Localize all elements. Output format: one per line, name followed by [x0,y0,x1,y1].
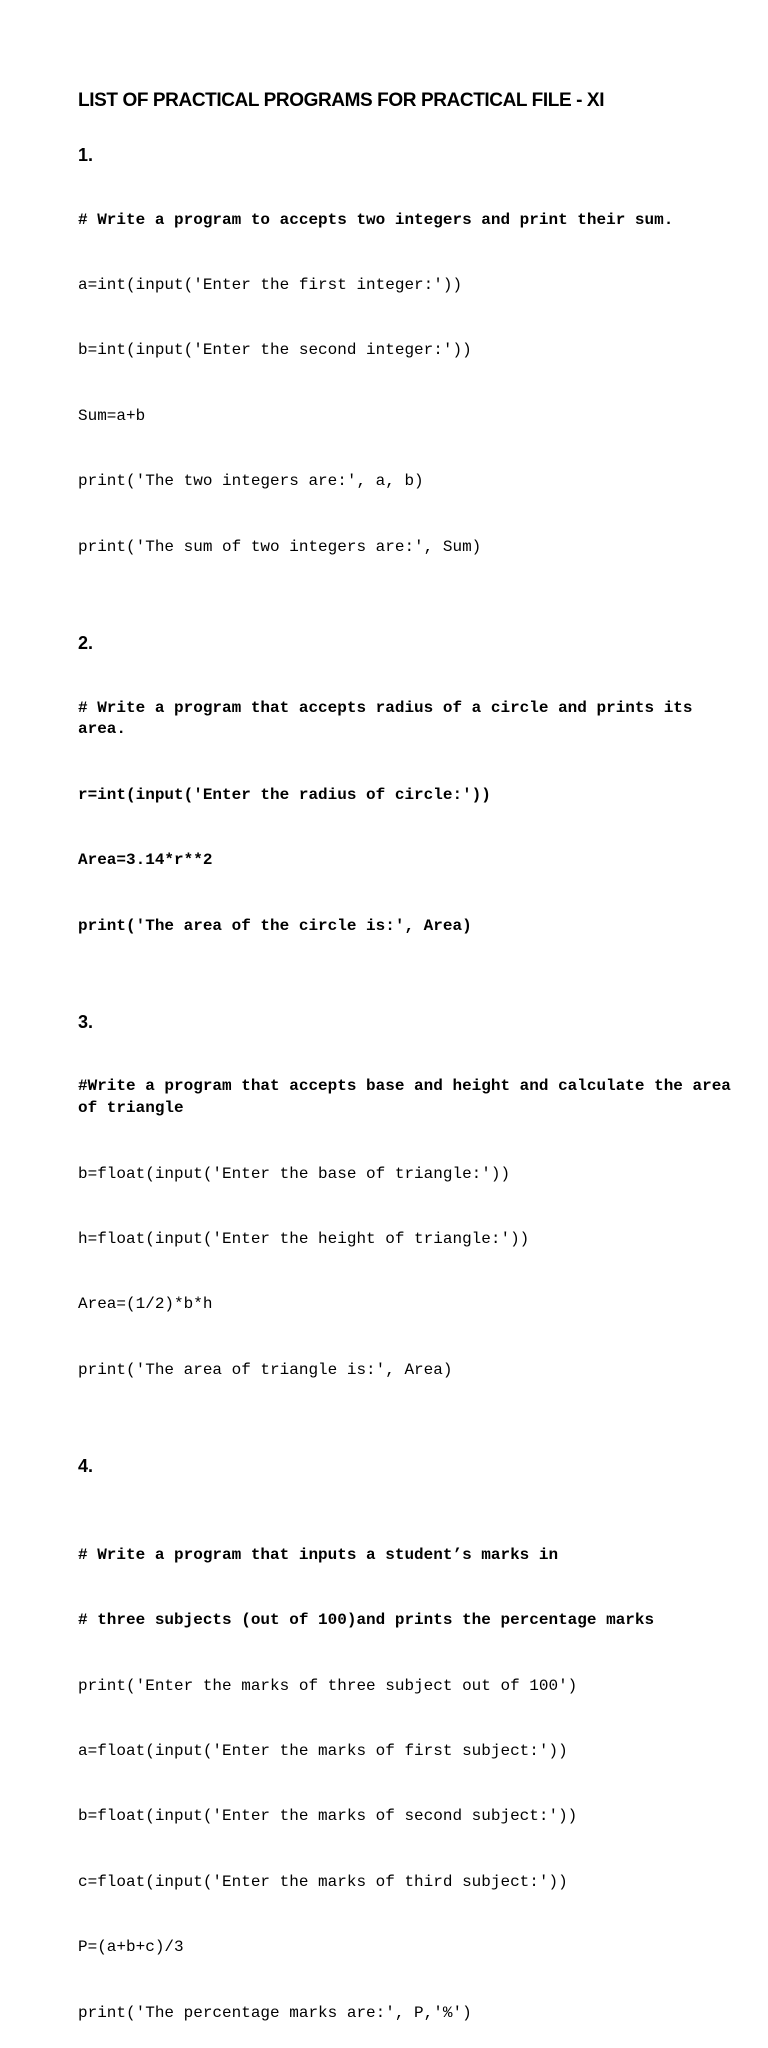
code-line: Area=3.14*r**2 [78,851,213,870]
code-line: Area=(1/2)*b*h [78,1295,213,1314]
document-page [78,88,741,2048]
code-comment: # three subjects (out of 100)and prints the percentage marks [78,1611,655,1630]
program-3 [78,1011,741,1425]
program-code [78,166,738,602]
code-comment: # Write a program to accepts two integers and print their sum. [78,210,674,229]
program-code [78,1501,738,2048]
code-line: print('The area of the circle is:', Area) [78,916,472,935]
code-line: b=int(input('Enter the second integer:')) [78,341,472,360]
code-comment: # Write a program that accepts radius of a circle and prints its area. [78,698,703,739]
code-comment: # Write a program that inputs a student’s marks in [78,1545,559,1564]
code-line: a=float(input('Enter the marks of first subject:')) [78,1742,568,1760]
code-line: r=int(input('Enter the radius of circle:')) [78,785,491,804]
program-code [78,1033,741,1425]
code-line: c=float(input('Enter the marks of third subject:')) [78,1872,568,1891]
program-1 [78,144,738,602]
program-number: 4. [78,1456,94,1477]
code-line: a=int(input('Enter the first integer:')) [78,275,463,294]
code-comment: #Write a program that accepts base and height and calculate the area of triangle [78,1077,741,1118]
code-line: print('The sum of two integers are:', Sum) [78,537,482,556]
code-line: print('The percentage marks are:', P,'%') [78,2003,472,2022]
code-line: Sum=a+b [78,406,146,425]
code-line: b=float(input('Enter the marks of second subject:')) [78,1807,578,1826]
code-line: print('The two integers are:', a, b) [78,472,424,491]
program-code [78,654,738,981]
code-line: print('The area of triangle is:', Area) [78,1360,453,1379]
program-2 [78,632,738,981]
program-number: 1. [78,145,94,165]
program-number: 3. [78,1011,94,1032]
code-line: b=float(input('Enter the base of triangle:')) [78,1164,511,1183]
program-number: 2. [78,632,94,653]
program-4 [78,1455,738,2048]
code-line: P=(a+b+c)/3 [78,1938,184,1957]
code-line: h=float(input('Enter the height of triangle:')) [78,1230,530,1249]
page-title: LIST OF PRACTICAL PROGRAMS FOR PRACTICAL FILE - XI [78,90,605,111]
code-line: print('Enter the marks of three subject out of 100') [78,1676,578,1695]
